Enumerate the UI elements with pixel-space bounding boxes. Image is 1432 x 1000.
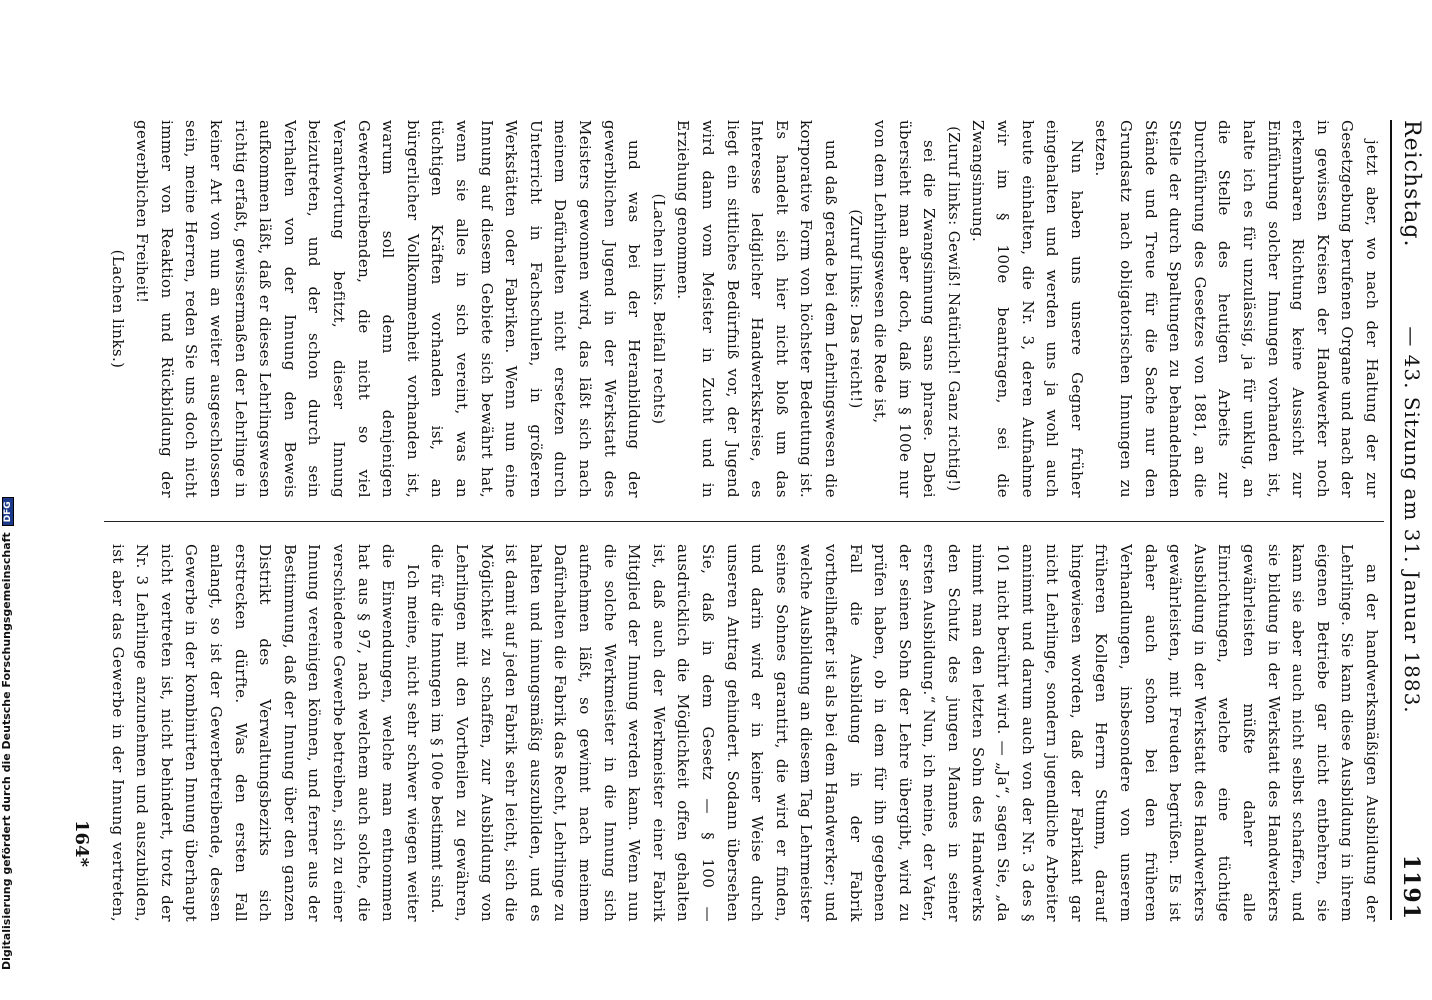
paragraph: Nun haben uns unsere Gegner früher eingehalten und werden uns ja wohl auch heute einhalten, die Nr. 3, deren Aufnahme wir im § 100e beantragen, sei die Zwangsinnung. [969,120,1086,498]
header-page-number: 1191 [1398,854,1424,920]
interjection: (Lachen links. Beifall rechts) [649,193,668,425]
page-header [1396,120,1424,920]
signature-mark: 164* [71,820,92,867]
paragraph: und daß gerade bei dem Lehrlingswesen die korporative Form von höchster Bedeutung ist. Es handelt sich hier nicht bloß um das Interesse lediglicher Handwerkskreise, es liegt ein sittliches Bedürfniß vor, der Jugend wird dann vom Meister in Zucht und in Erziehung genommen. [674,120,840,498]
header-rule [1390,120,1392,920]
paragraph: und was bei der Heranbildung der gewerblichen Jugend in der Werkstatt des Meisters gewonnen wird, das läßt sich nach meinem Dafürhalten nicht ersetzen durch Unterricht in Fachschulen, in größeren Werkstätten oder Fabriken. Wenn nun eine Innung auf diesem Gebiete sich bewährt hat, wenn sie alles in sich vereint, was an tüchtigen Kräften vorhanden ist, an bürgerlicher Vollkommenheit vorhanden ist, warum soll denn denjenigen Gewerbetreibenden, die nicht so viel Verantwortung befitzt, dieser Innung beizutreten, und der schon durch sein Verhalten von der Innung den Beweis aufkommen läßt, daß er dieses Lehrlingswesen richtig erfaßt, gewissermaßen der Lehrlinge in keiner Art von nun an weiter ausgeschlossen sein, meine Herren, reden Sie uns doch nicht immer von Reaktion und Rückbildung der gewerblichen Freiheit! [133,120,644,498]
dfg-logo: DFG [2,497,14,526]
header-session-title: — 43. Sitzung am 31. Januar 1883. [1400,326,1424,714]
paragraph [104,120,105,498]
paragraph: an der handwerksmäßigen Ausbildung der Lehrlinge. Sie kann diese Ausbildung in ihrem eigenen Betriebe gar nicht entbehren, sie kann sie aber auch nicht selbst schaffen, und sie bildung in der Werkstatt des Handwerkers gewährleisten müßte daher alle Einrichtungen, welche eine tüchtige Ausbildung in der Werkstatt des Handwerkers gewährleisten, mit Freuden begrüßen. Es ist daher auch schon bei den früheren Verhandlungen, insbesondere von unserem früheren Kollegen Herrn Stumm, darauf hingewiesen worden, daß der Fabrikant gar nicht Lehrlinge, sondern jugendliche Arbeiter annimmt und darum auch von der Nr. 3 des § 101 nicht berührt wird. — „Ja“, sagen Sie, „da nimmt man den letzten Sohn des Handwerks den Schutz des jungen Mannes in seiner ersten Ausbildung.“ Nun, ich meine, der Vater, der seinen Sohn der Lehre übergibt, wird zu prüfen haben, ob in dem für ihn gegebenen Fall die Ausbildung in der Fabrik vortheilhafter ist als bei dem Handwerker; und welche Ausbildung an diesem Tag Lehrmeister seines Sohnes garantirt, die wird er finden, und darin wird er in keiner Weise durch unseren Antrag gehindert. Sodann übersehen Sie, daß in dem Gesetz — § 100 — ausdrücklich die Möglichkeit offen gehalten ist, daß auch der Werkmeister einer Fabrik Mitglied der Innung werden kann. Wenn nun die solche Werkmeister in die Innung sich aufnehmen läßt, so gewinnt nach meinem Dafürhalten die Fabrik das Recht, Lehrlinge zu halten und innungsmäßig auszubilden, und es ist damit auf jeden Fabrik sehr leicht, sich die Möglichkeit zu schaffen, zur Ausbildung von Lehrlingen mit den Vortheilen zu gewähren, die für die Innungen im § 100e bestimmt sind. [428,544,1381,922]
paragraph: jetzt aber, wo nach der Haltung der zur Gesetzgebung berufenen Organe und nach der in gewissen Kreisen der Handwerker noch erkennbaren Richtung keine Aussicht zur Einführung solcher Innungen vorhanden ist, halte ich es für unzulässig, ja für unklug, an die Stelle des heutigen Arbeits zur Durchführung des Gesetzes von 1881, an die Stelle der durch Spaltungen zu behandelnden Stände und Treue für die Sache nur den Grundsatz nach obligatorischen Innungen zu setzen. [1092,120,1381,498]
text-column-left [104,120,1384,498]
header-journal-name: Reichstag. [1399,120,1424,248]
paragraph: sei die Zwangsinnung sans phrase. Dabei übersieht man aber doch, daß im § 100e nur von dem Lehrlingswesen die Rede ist, [871,120,939,498]
column-divider [104,521,1384,522]
paragraph: Ich meine, nicht sehr schwer wiegen weiter die Einwendungen, welche man entnommen hat aus § 97, nach welchem auch solche, die verschiedene Gewerbe betreiben, sich zu einer Innung vereinigen können, und ferner aus der Bestimmung, daß der Innung über den ganzen Distrikt des Verwaltungsbezirks sich erstrecken dürfte. Was den ersten Fall anlangt, so ist der Gewerbetreibende, dessen Gewerbe in der kombinirten Innung überhaupt nicht vertreten ist, nicht behindert, trotz der Nr. 3 Lehrlinge anzunehmen und auszubilden, ist aber das Gewerbe in der Innung vertreten, [108,544,422,922]
interjection: (Zuruf links: Das reicht!) [846,209,865,409]
interjection: (Lachen links.) [108,249,127,369]
text-column-right [104,544,1384,922]
credit-text: Digitalisierung gefördert durch die Deutsche Forschungsgemeinschaft [0,532,13,970]
interjection: (Zuruf links: Gewiß! Natürlich! Ganz richtig!) [944,126,963,492]
